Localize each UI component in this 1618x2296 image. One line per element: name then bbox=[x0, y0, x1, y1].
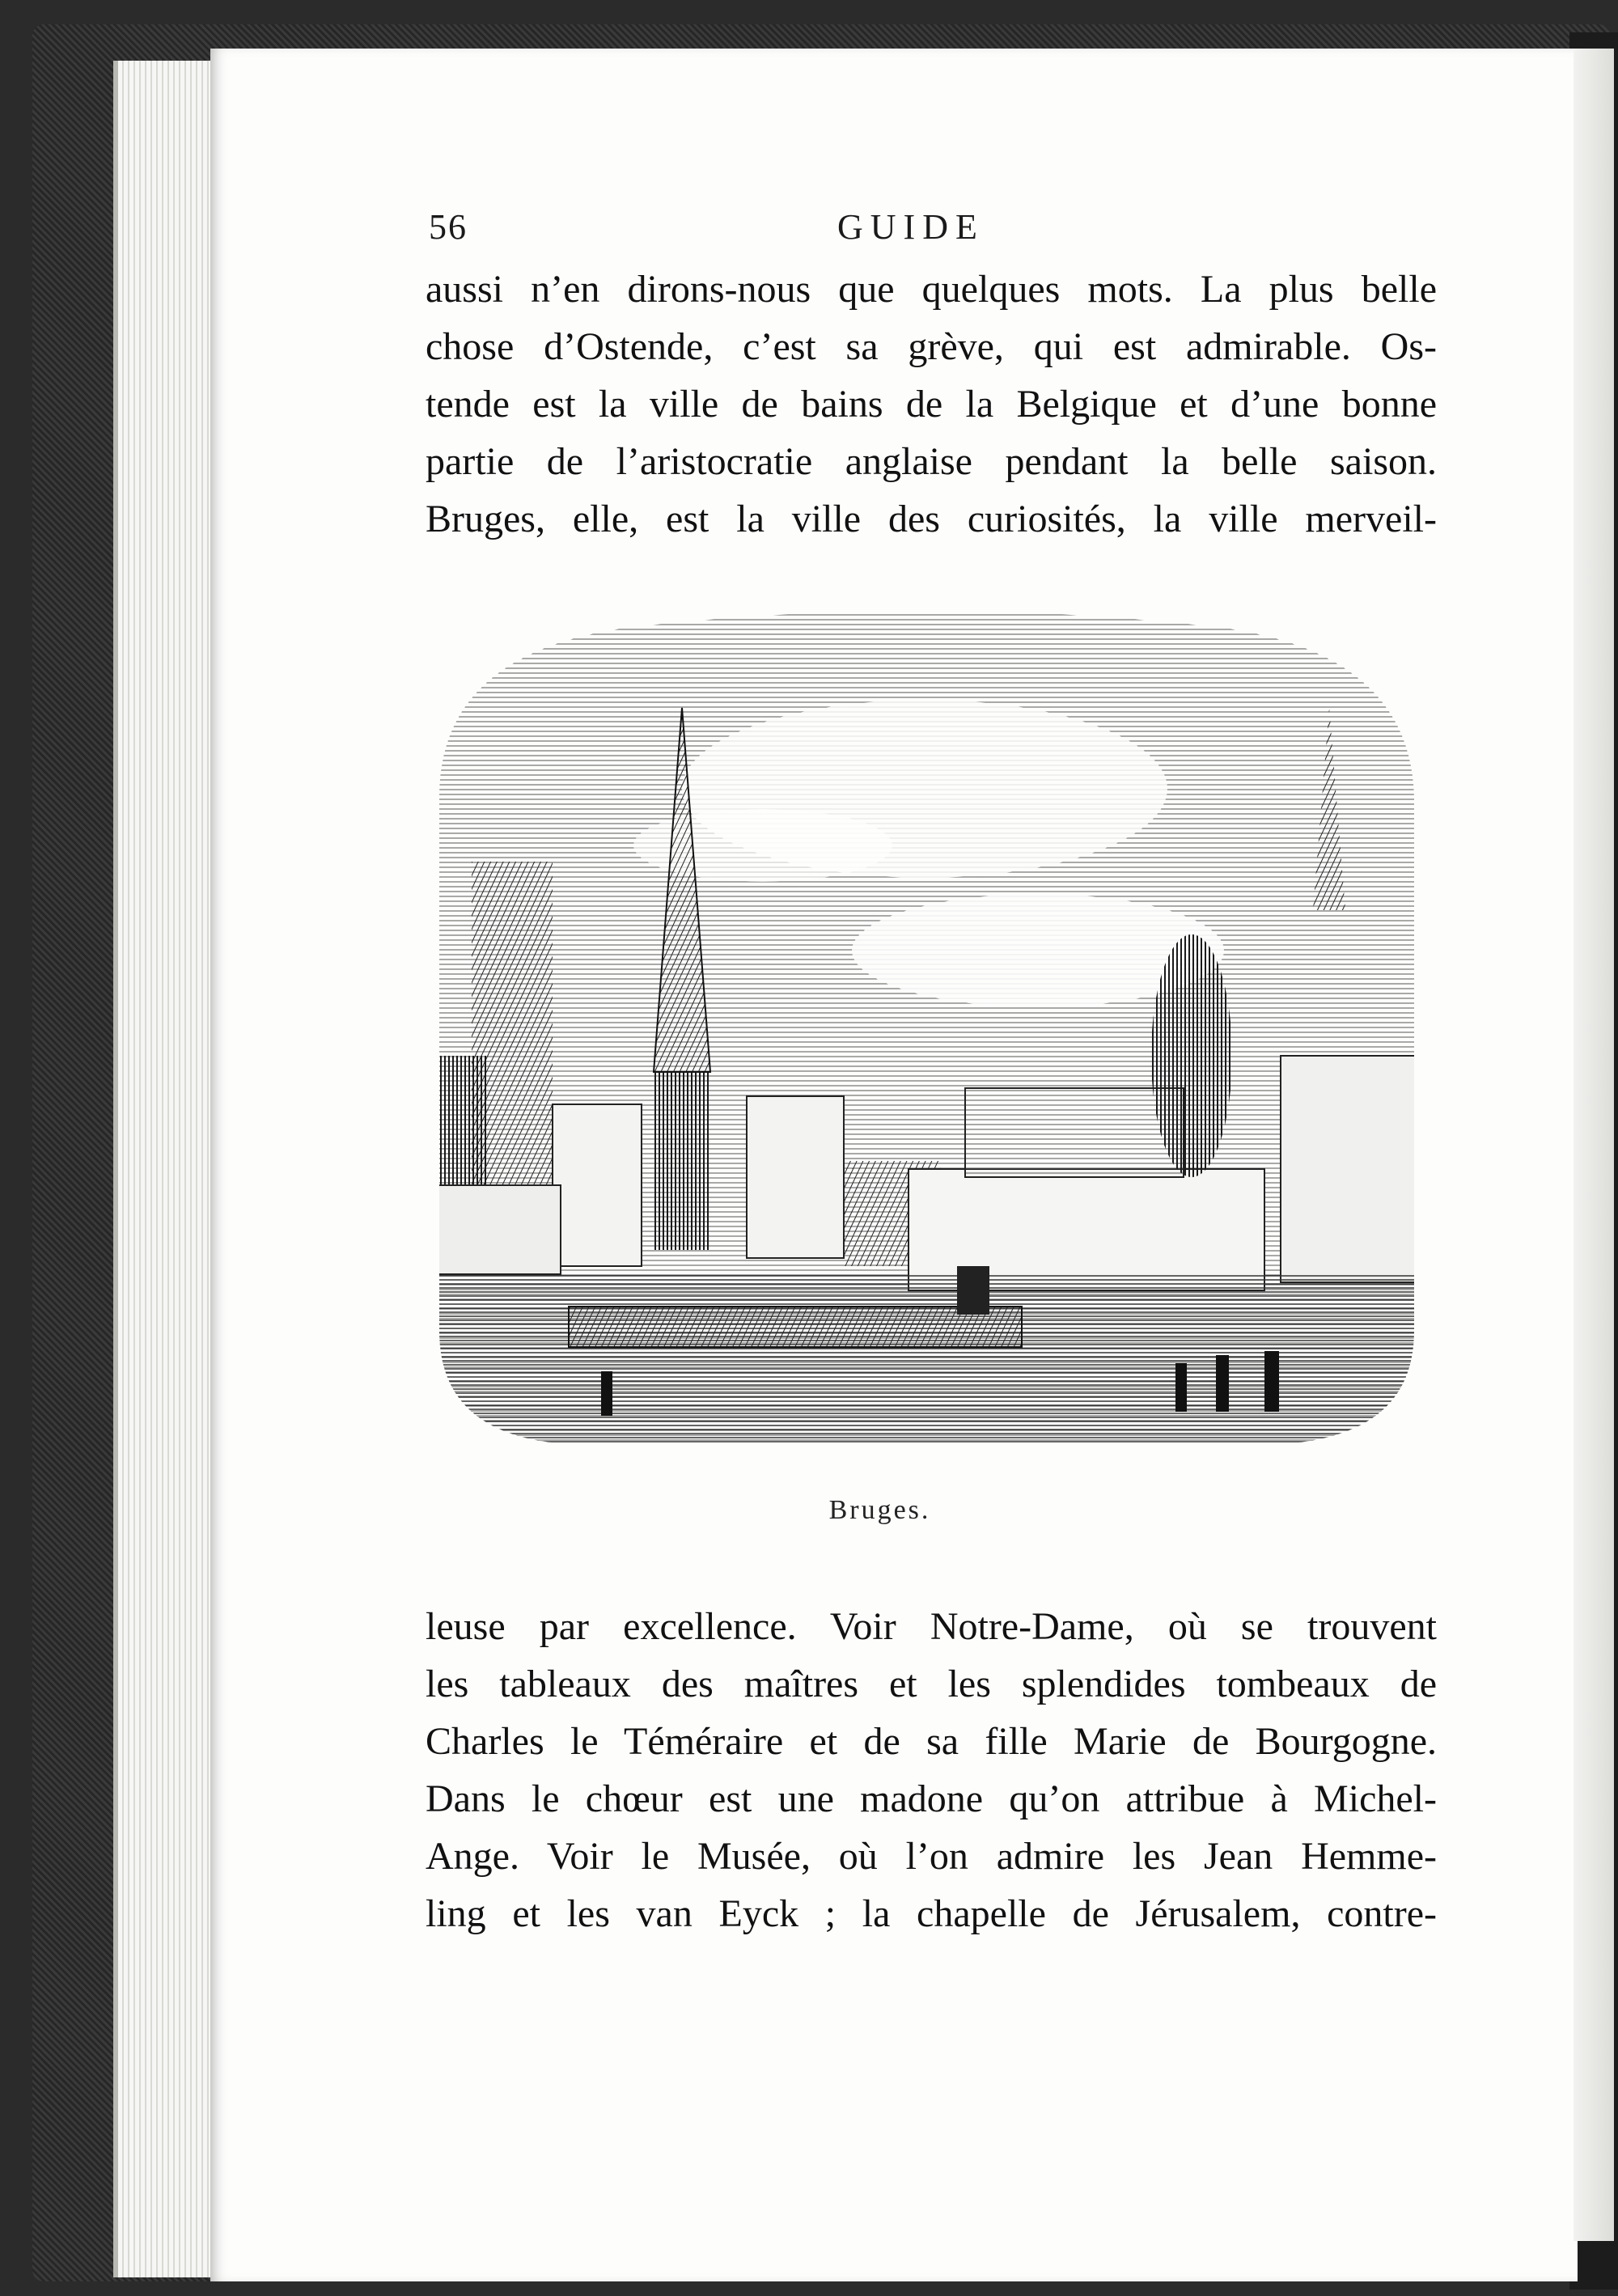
text-line: les tableaux des maîtres et les splendides tombeaux de bbox=[426, 1663, 1437, 1705]
text-line: Bruges, elle, est la ville des curiosités, la ville merveil- bbox=[426, 498, 1437, 540]
page-number: 56 bbox=[429, 207, 468, 247]
running-head: GUIDE bbox=[837, 207, 985, 247]
text-line: Ange. Voir le Musée, où l’on admire les Jean Hemme- bbox=[426, 1835, 1437, 1878]
illustration-caption bbox=[0, 1495, 1618, 1526]
text-block-bottom bbox=[426, 1598, 1437, 1942]
text-line: tende est la ville de bains de la Belgique et d’une bonne bbox=[426, 383, 1437, 426]
text-line: Dans le chœur est une madone qu’on attribue à Michel- bbox=[426, 1777, 1437, 1820]
text-line: partie de l’aristocratie anglaise pendant la belle saison. bbox=[426, 440, 1437, 483]
text-line: leuse par excellence. Voir Notre-Dame, où se trouvent bbox=[426, 1605, 1437, 1648]
page-header bbox=[429, 206, 1432, 255]
bruges-engraving bbox=[423, 603, 1426, 1460]
text-line: Charles le Téméraire et de sa fille Marie de Bourgogne. bbox=[426, 1720, 1437, 1763]
facing-page-edge bbox=[1574, 49, 1614, 2241]
text-line: ling et les van Eyck ; la chapelle de Jérusalem, contre- bbox=[426, 1892, 1437, 1935]
text-line: chose d’Ostende, c’est sa grève, qui est admirable. Os- bbox=[426, 325, 1437, 368]
caption-text: Bruges. bbox=[828, 1495, 931, 1525]
text-block-top bbox=[426, 261, 1437, 548]
text-line: aussi n’en dirons-nous que quelques mots. La plus belle bbox=[426, 268, 1437, 311]
